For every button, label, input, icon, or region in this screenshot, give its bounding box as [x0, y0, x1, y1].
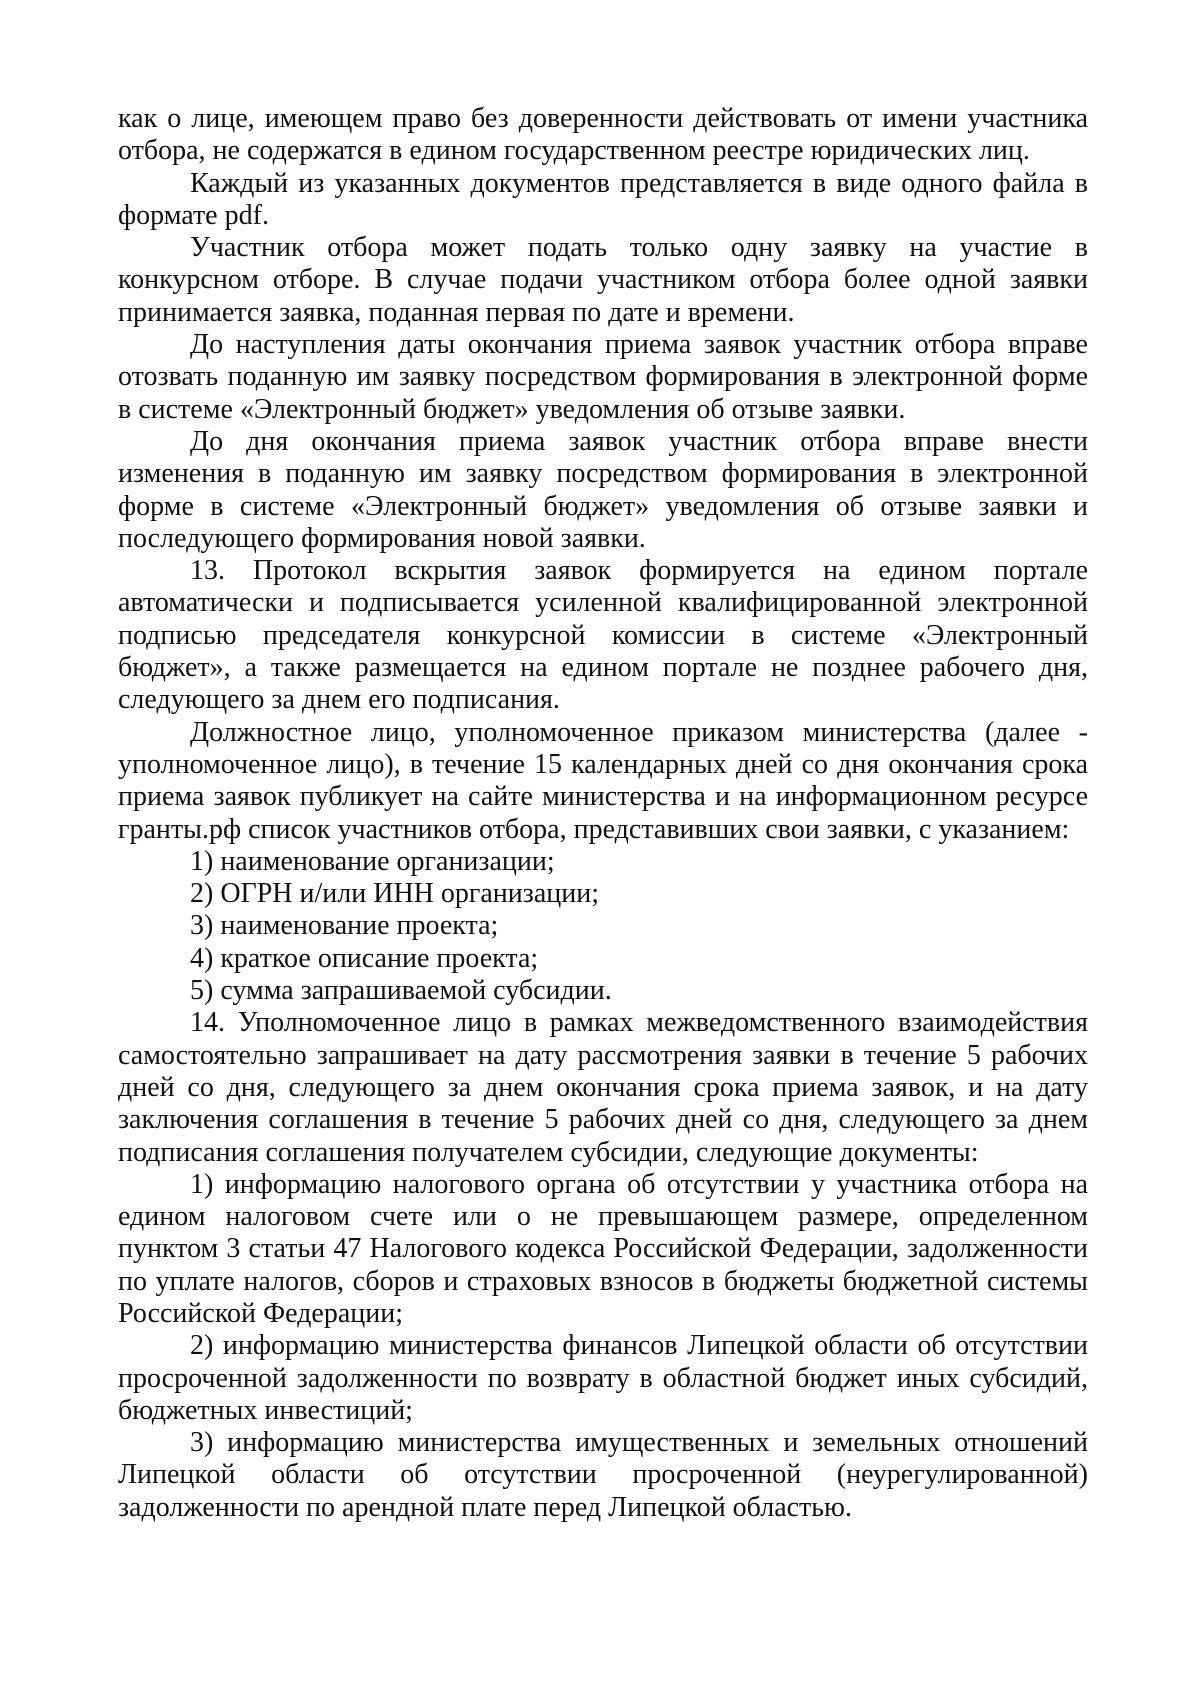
paragraph-13-protocol: 13. Протокол вскрытия заявок формируется на едином портале автоматически и подписывается усиленной квалифицированной электронной подписью председателя конкурсной комиссии в системе «Электронный бюджет», а также размещается на едином портале не позднее рабочего дня, следующего за днем его подписания. [118, 555, 1088, 716]
document-body [118, 103, 1088, 1524]
list-item: 3) наименование проекта; [190, 910, 499, 942]
list-item: 2) ОГРН и/или ИНН организации; [190, 878, 599, 910]
list-item: 2) информацию министерства финансов Липецкой области об отсутствии просроченной задолженности по возврату в областной бюджет иных субсидий, бюджетных инвестиций; [118, 1330, 1088, 1426]
paragraph-single-application: Участник отбора может подать только одну заявку на участие в конкурсном отборе. В случае подачи участником отбора более одной заявки принимается заявка, поданная первая по дате и времени. [118, 232, 1088, 328]
list-item: 5) сумма запрашиваемой субсидии. [190, 975, 612, 1007]
list-item: 1) наименование организации; [190, 845, 555, 877]
list-item: 3) информацию министерства имущественных и земельных отношений Липецкой области об отсутствии просроченной (неурегулированной) задолженности по арендной плате перед Липецкой областью. [118, 1427, 1088, 1523]
paragraph-modify-application: До дня окончания приема заявок участник отбора вправе внести изменения в поданную им заявку посредством формирования в электронной форме в системе «Электронный бюджет» уведомления об отзыве заявки и последующего формирования новой заявки. [118, 425, 1088, 554]
paragraph-pdf-format: Каждый из указанных документов представляется в виде одного файла в формате pdf. [118, 167, 1088, 231]
list-item: 4) краткое описание проекта; [190, 942, 539, 974]
paragraph-representative-info: как о лице, имеющем право без доверенности действовать от имени участника отбора, не содержатся в едином государственном реестре юридических лиц. [118, 103, 1088, 167]
paragraph-14-requests: 14. Уполномоченное лицо в рамках межведомственного взаимодействия самостоятельно запрашивает на дату рассмотрения заявки в течение 5 рабочих дней со дня, следующего за днем окончания срока приема заявок, и на дату заключения соглашения в течение 5 рабочих дней со дня, следующего за днем подписания соглашения получателем субсидии, следующие документы: [118, 1007, 1088, 1168]
requested-documents-list [118, 1169, 1088, 1524]
paragraph-withdraw-application: До наступления даты окончания приема заявок участник отбора вправе отозвать поданную им заявку посредством формирования в электронной форме в системе «Электронный бюджет» уведомления об отзыве заявки. [118, 329, 1088, 425]
paragraph-authorized-person: Должностное лицо, уполномоченное приказом министерства (далее - уполномоченное лицо), в течение 15 календарных дней со дня окончания срока приема заявок публикует на сайте министерства и на информационном ресурсе гранты.рф список участников отбора, представивших свои заявки, с указанием: [118, 716, 1088, 845]
list-item: 1) информацию налогового органа об отсутствии у участника отбора на едином налоговом счете или о не превышающем размере, определенном пунктом 3 статьи 47 Налогового кодекса Российской Федерации, задолженности по уплате налогов, сборов и страховых взносов в бюджеты бюджетной системы Российской Федерации; [118, 1168, 1088, 1329]
participant-list [118, 846, 1088, 1007]
